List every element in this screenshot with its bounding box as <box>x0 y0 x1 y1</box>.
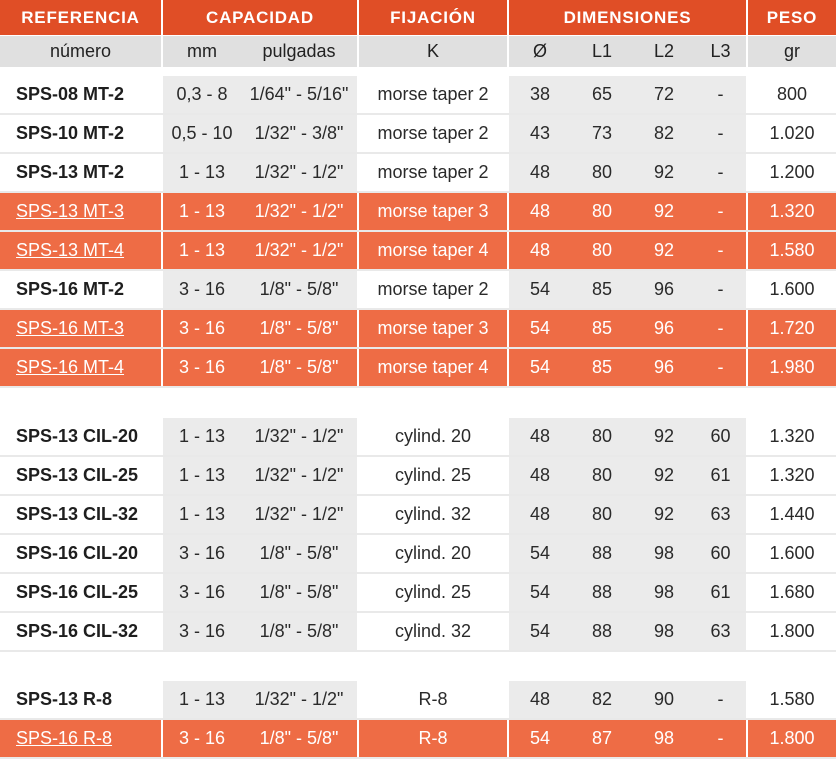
cell-mm: 3 - 16 <box>163 271 241 308</box>
cell-diameter: 48 <box>509 193 571 230</box>
cell-referencia: SPS-16 MT-2 <box>0 271 161 308</box>
cell-diameter: 54 <box>509 310 571 347</box>
cell-diameter: 54 <box>509 271 571 308</box>
cell-peso: 1.680 <box>748 574 836 611</box>
cell-l1: 65 <box>571 76 633 113</box>
cell-l3: - <box>695 271 746 308</box>
cell-pulgadas: 1/32" - 3/8" <box>241 115 357 152</box>
cell-peso: 1.580 <box>748 232 836 269</box>
cell-fijacion: morse taper 4 <box>359 349 507 386</box>
cell-l1: 87 <box>571 720 633 757</box>
cell-mm: 1 - 13 <box>163 154 241 191</box>
cell-mm: 3 - 16 <box>163 574 241 611</box>
cell-l2: 98 <box>633 613 695 650</box>
cell-peso: 1.320 <box>748 457 836 494</box>
cell-fijacion: cylind. 20 <box>359 418 507 455</box>
cell-peso: 1.800 <box>748 720 836 757</box>
cell-referencia: SPS-08 MT-2 <box>0 76 161 113</box>
cell-l1: 80 <box>571 418 633 455</box>
cell-l3: 60 <box>695 535 746 572</box>
cell-referencia: SPS-13 CIL-20 <box>0 418 161 455</box>
cell-l3: - <box>695 115 746 152</box>
cell-mm: 1 - 13 <box>163 457 241 494</box>
cell-peso: 1.600 <box>748 271 836 308</box>
cell-l1: 80 <box>571 457 633 494</box>
cell-pulgadas: 1/32" - 1/2" <box>241 457 357 494</box>
subheader-pulgadas: pulgadas <box>241 36 357 67</box>
cell-l2: 82 <box>633 115 695 152</box>
cell-l2: 98 <box>633 535 695 572</box>
cell-fijacion: R-8 <box>359 720 507 757</box>
cell-peso: 1.800 <box>748 613 836 650</box>
cell-peso: 1.580 <box>748 681 836 718</box>
cell-diameter: 54 <box>509 613 571 650</box>
cell-mm: 1 - 13 <box>163 681 241 718</box>
cell-fijacion: cylind. 25 <box>359 457 507 494</box>
cell-peso: 1.320 <box>748 418 836 455</box>
cell-mm: 1 - 13 <box>163 496 241 533</box>
cell-mm: 1 - 13 <box>163 232 241 269</box>
cell-referencia: SPS-16 CIL-20 <box>0 535 161 572</box>
cell-l2: 72 <box>633 76 695 113</box>
header-peso: PESO <box>748 0 836 35</box>
cell-diameter: 48 <box>509 457 571 494</box>
cell-pulgadas: 1/64" - 5/16" <box>241 76 357 113</box>
cell-peso: 1.440 <box>748 496 836 533</box>
cell-l3: - <box>695 193 746 230</box>
cell-peso: 1.600 <box>748 535 836 572</box>
cell-l3: 61 <box>695 457 746 494</box>
header-capacidad: CAPACIDAD <box>163 0 357 35</box>
cell-l3: - <box>695 76 746 113</box>
cell-fijacion: cylind. 32 <box>359 496 507 533</box>
cell-mm: 3 - 16 <box>163 349 241 386</box>
cell-diameter: 48 <box>509 232 571 269</box>
cell-l2: 92 <box>633 496 695 533</box>
cell-l2: 92 <box>633 193 695 230</box>
cell-fijacion: morse taper 2 <box>359 115 507 152</box>
cell-fijacion: cylind. 25 <box>359 574 507 611</box>
cell-l2: 96 <box>633 271 695 308</box>
cell-pulgadas: 1/32" - 1/2" <box>241 681 357 718</box>
cell-pulgadas: 1/32" - 1/2" <box>241 418 357 455</box>
cell-mm: 0,5 - 10 <box>163 115 241 152</box>
cell-mm: 1 - 13 <box>163 193 241 230</box>
header-dimensiones: DIMENSIONES <box>509 0 746 35</box>
cell-diameter: 48 <box>509 154 571 191</box>
cell-referencia[interactable]: SPS-16 MT-3 <box>0 310 161 347</box>
cell-fijacion: cylind. 32 <box>359 613 507 650</box>
cell-fijacion: cylind. 20 <box>359 535 507 572</box>
cell-l3: - <box>695 349 746 386</box>
cell-l1: 85 <box>571 310 633 347</box>
cell-l1: 80 <box>571 154 633 191</box>
header-referencia: REFERENCIA <box>0 0 161 35</box>
cell-l1: 80 <box>571 193 633 230</box>
cell-diameter: 54 <box>509 720 571 757</box>
cell-referencia[interactable]: SPS-16 R-8 <box>0 720 161 757</box>
cell-peso: 1.720 <box>748 310 836 347</box>
cell-peso: 1.320 <box>748 193 836 230</box>
cell-referencia: SPS-10 MT-2 <box>0 115 161 152</box>
cell-diameter: 43 <box>509 115 571 152</box>
cell-mm: 3 - 16 <box>163 535 241 572</box>
cell-l2: 92 <box>633 154 695 191</box>
cell-l1: 88 <box>571 613 633 650</box>
cell-diameter: 38 <box>509 76 571 113</box>
subheader-diameter: Ø <box>509 36 571 67</box>
cell-referencia: SPS-13 MT-2 <box>0 154 161 191</box>
cell-pulgadas: 1/8" - 5/8" <box>241 349 357 386</box>
cell-pulgadas: 1/8" - 5/8" <box>241 574 357 611</box>
cell-mm: 3 - 16 <box>163 613 241 650</box>
cell-fijacion: morse taper 3 <box>359 193 507 230</box>
cell-peso: 800 <box>748 76 836 113</box>
cell-fijacion: R-8 <box>359 681 507 718</box>
cell-l3: 63 <box>695 496 746 533</box>
subheader-numero: número <box>0 36 161 67</box>
cell-l1: 73 <box>571 115 633 152</box>
cell-l2: 90 <box>633 681 695 718</box>
cell-diameter: 48 <box>509 418 571 455</box>
cell-pulgadas: 1/32" - 1/2" <box>241 193 357 230</box>
cell-fijacion: morse taper 4 <box>359 232 507 269</box>
header-fijacion: FIJACIÓN <box>359 0 507 35</box>
cell-referencia: SPS-13 CIL-32 <box>0 496 161 533</box>
cell-l3: 63 <box>695 613 746 650</box>
cell-l3: - <box>695 681 746 718</box>
cell-diameter: 54 <box>509 349 571 386</box>
cell-diameter: 54 <box>509 574 571 611</box>
cell-l3: 60 <box>695 418 746 455</box>
subheader-l2: L2 <box>633 36 695 67</box>
cell-mm: 1 - 13 <box>163 418 241 455</box>
cell-referencia[interactable]: SPS-13 MT-4 <box>0 232 161 269</box>
cell-l1: 88 <box>571 574 633 611</box>
cell-l2: 98 <box>633 720 695 757</box>
cell-l2: 98 <box>633 574 695 611</box>
cell-pulgadas: 1/8" - 5/8" <box>241 310 357 347</box>
cell-l3: - <box>695 310 746 347</box>
cell-l1: 88 <box>571 535 633 572</box>
cell-l3: - <box>695 720 746 757</box>
cell-peso: 1.200 <box>748 154 836 191</box>
cell-diameter: 54 <box>509 535 571 572</box>
cell-pulgadas: 1/8" - 5/8" <box>241 535 357 572</box>
cell-pulgadas: 1/8" - 5/8" <box>241 720 357 757</box>
cell-referencia: SPS-16 CIL-32 <box>0 613 161 650</box>
cell-pulgadas: 1/32" - 1/2" <box>241 232 357 269</box>
cell-diameter: 48 <box>509 681 571 718</box>
cell-l1: 85 <box>571 271 633 308</box>
cell-l2: 92 <box>633 457 695 494</box>
row-divider <box>0 650 836 652</box>
cell-mm: 0,3 - 8 <box>163 76 241 113</box>
cell-mm: 3 - 16 <box>163 720 241 757</box>
subheader-l3: L3 <box>695 36 746 67</box>
cell-fijacion: morse taper 3 <box>359 310 507 347</box>
cell-l3: - <box>695 154 746 191</box>
cell-fijacion: morse taper 2 <box>359 76 507 113</box>
cell-l1: 80 <box>571 232 633 269</box>
cell-pulgadas: 1/8" - 5/8" <box>241 613 357 650</box>
cell-referencia[interactable]: SPS-13 MT-3 <box>0 193 161 230</box>
cell-referencia: SPS-13 CIL-25 <box>0 457 161 494</box>
cell-l2: 92 <box>633 232 695 269</box>
cell-l1: 82 <box>571 681 633 718</box>
cell-l2: 96 <box>633 310 695 347</box>
cell-peso: 1.980 <box>748 349 836 386</box>
cell-l2: 96 <box>633 349 695 386</box>
row-divider <box>0 386 836 388</box>
cell-l1: 80 <box>571 496 633 533</box>
cell-pulgadas: 1/32" - 1/2" <box>241 154 357 191</box>
cell-referencia[interactable]: SPS-16 MT-4 <box>0 349 161 386</box>
cell-referencia: SPS-16 CIL-25 <box>0 574 161 611</box>
cell-peso: 1.020 <box>748 115 836 152</box>
cell-l2: 92 <box>633 418 695 455</box>
cell-mm: 3 - 16 <box>163 310 241 347</box>
cell-fijacion: morse taper 2 <box>359 154 507 191</box>
cell-l3: - <box>695 232 746 269</box>
cell-fijacion: morse taper 2 <box>359 271 507 308</box>
subheader-gr: gr <box>748 36 836 67</box>
cell-referencia: SPS-13 R-8 <box>0 681 161 718</box>
cell-l1: 85 <box>571 349 633 386</box>
cell-l3: 61 <box>695 574 746 611</box>
subheader-mm: mm <box>163 36 241 67</box>
cell-pulgadas: 1/8" - 5/8" <box>241 271 357 308</box>
cell-pulgadas: 1/32" - 1/2" <box>241 496 357 533</box>
cell-diameter: 48 <box>509 496 571 533</box>
subheader-l1: L1 <box>571 36 633 67</box>
subheader-k: K <box>359 36 507 67</box>
